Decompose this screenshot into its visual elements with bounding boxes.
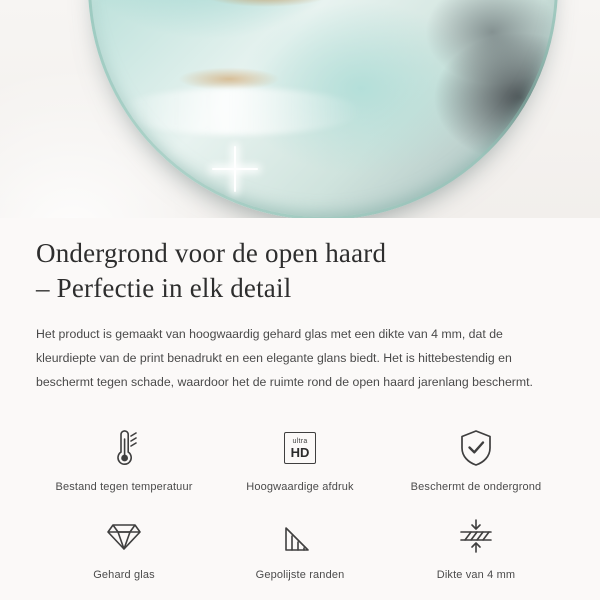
hero-image — [0, 0, 600, 218]
content-area — [0, 236, 600, 581]
feature-label: Hoogwaardige afdruk — [246, 481, 354, 493]
feature-item-print-quality — [212, 421, 388, 493]
ultra-hd-badge-bottom: HD — [290, 444, 310, 460]
feature-label: Gehard glas — [93, 569, 155, 581]
feature-grid — [36, 421, 564, 581]
feature-item-polished-edges — [212, 509, 388, 581]
thickness-arrows-icon — [455, 513, 497, 559]
feature-label: Dikte van 4 mm — [436, 569, 516, 581]
diamond-icon — [104, 513, 144, 559]
feature-label: Beschermt de ondergrond — [410, 481, 542, 493]
page-title — [36, 236, 564, 305]
feature-item-temperature — [36, 421, 212, 493]
feature-label: Bestand tegen temperatuur — [55, 481, 193, 493]
headline-line-1: Ondergrond voor de open haard — [36, 238, 387, 268]
polished-edges-icon — [281, 513, 319, 559]
feature-item-surface-protection — [388, 421, 564, 493]
feature-item-thickness — [388, 509, 564, 581]
description-paragraph: Het product is gemaakt van hoogwaardig gehard glas met een dikte van 4 mm, dat de kleurdiepte van de print benadrukt en een elegante glans biedt. Het is hittebestendig en beschermt tegen schade, waardoor het de ruimte rond de open haard jarenlang beschermt. — [36, 327, 533, 390]
feature-label: Gepolijste randen — [255, 569, 345, 581]
ultra-hd-badge-top: ultra — [292, 437, 308, 445]
thermometer-icon — [104, 425, 144, 471]
headline-line-2: – Perfectie in elk detail — [36, 272, 292, 303]
round-glass-panel — [88, 0, 558, 218]
feature-item-tempered-glass — [36, 509, 212, 581]
shield-check-icon — [457, 425, 495, 471]
ultra-hd-icon — [284, 425, 316, 471]
